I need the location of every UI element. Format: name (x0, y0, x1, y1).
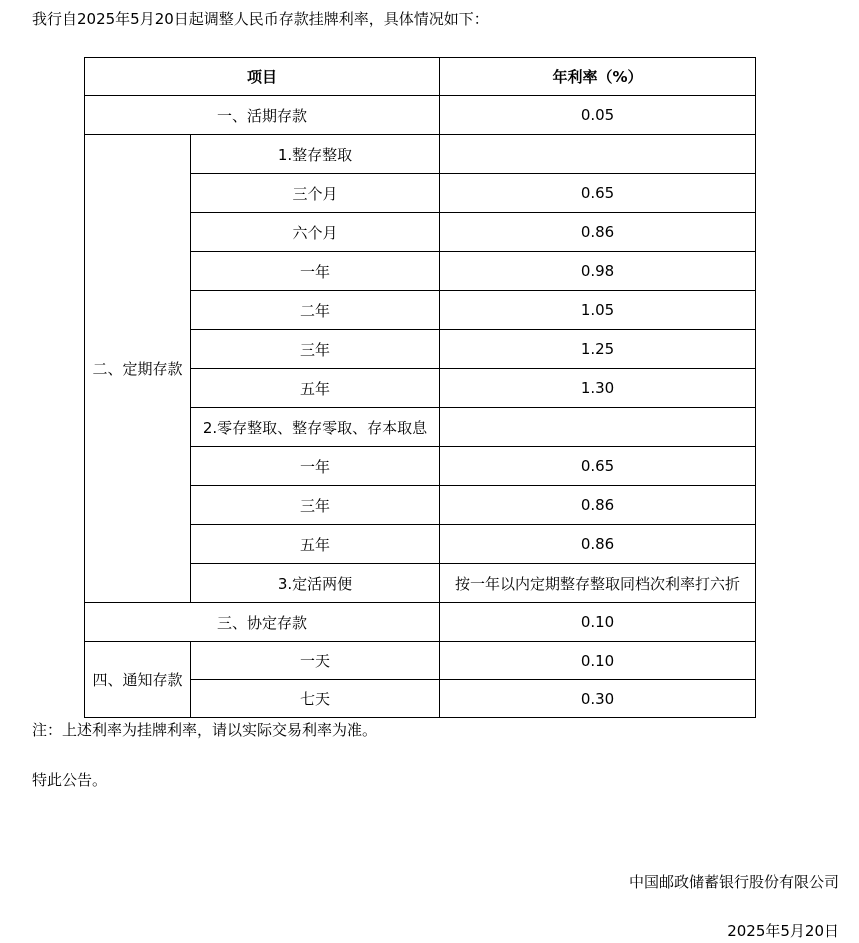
rate-value: 0.65 (440, 174, 756, 213)
interest-rate-table (84, 57, 756, 718)
agreement-deposit-rate: 0.10 (440, 603, 756, 642)
term-label: 一天 (191, 642, 440, 680)
agreement-deposit-label: 三、协定存款 (85, 603, 440, 642)
table-row-lump-sum-heading (85, 135, 756, 174)
time-deposit-label: 二、定期存款 (85, 135, 191, 603)
term-label: 三个月 (191, 174, 440, 213)
term-label: 三年 (191, 486, 440, 525)
flexible-deposit-label: 3.定活两便 (191, 564, 440, 603)
rate-value: 0.98 (440, 252, 756, 291)
rate-value: 1.30 (440, 369, 756, 408)
rate-value: 1.05 (440, 291, 756, 330)
announcement-date: 2025年5月20日 (727, 922, 839, 940)
header-item: 项目 (85, 58, 440, 96)
table-row-agreement (85, 603, 756, 642)
company-signature: 中国邮政储蓄银行股份有限公司 (628, 873, 839, 891)
closing-line: 特此公告。 (32, 771, 108, 789)
term-label: 三年 (191, 330, 440, 369)
term-label: 一年 (191, 447, 440, 486)
header-rate: 年利率（%） (440, 58, 756, 96)
installment-label: 2.零存整取、整存零取、存本取息 (191, 408, 440, 447)
installment-rate-empty (440, 408, 756, 447)
table-header-row (85, 58, 756, 96)
rate-value: 0.10 (440, 642, 756, 680)
announcement-intro: 我行自2025年5月20日起调整人民币存款挂牌利率，具体情况如下： (32, 10, 489, 28)
rate-value: 0.86 (440, 486, 756, 525)
rate-value: 1.25 (440, 330, 756, 369)
term-label: 六个月 (191, 213, 440, 252)
term-label: 一年 (191, 252, 440, 291)
lump-sum-label: 1.整存整取 (191, 135, 440, 174)
rate-value: 0.86 (440, 525, 756, 564)
term-label: 七天 (191, 680, 440, 718)
demand-deposit-label: 一、活期存款 (85, 96, 440, 135)
rate-value: 0.65 (440, 447, 756, 486)
term-label: 五年 (191, 525, 440, 564)
rate-value: 0.86 (440, 213, 756, 252)
demand-deposit-rate: 0.05 (440, 96, 756, 135)
footnote: 注：上述利率为挂牌利率，请以实际交易利率为准。 (32, 721, 378, 739)
flexible-deposit-rate: 按一年以内定期整存整取同档次利率打六折 (440, 564, 756, 603)
lump-sum-rate-empty (440, 135, 756, 174)
term-label: 二年 (191, 291, 440, 330)
table-row-demand (85, 96, 756, 135)
rate-value: 0.30 (440, 680, 756, 718)
table-row-notice (85, 642, 756, 680)
notice-deposit-label: 四、通知存款 (85, 642, 191, 718)
term-label: 五年 (191, 369, 440, 408)
